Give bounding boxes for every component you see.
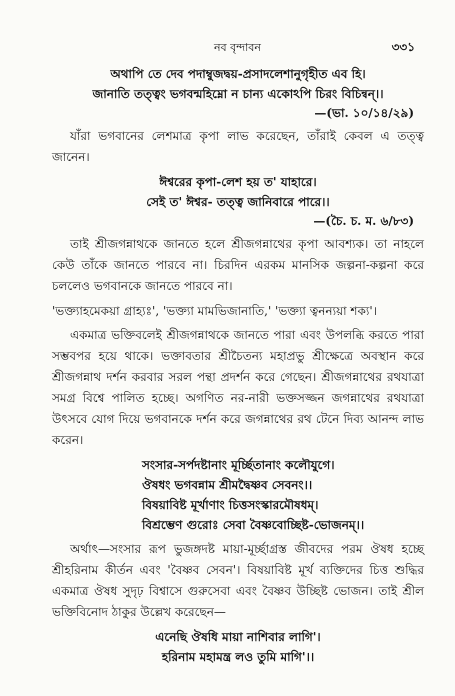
- verse2-line2: সেই ত' ঈশ্বর- তত্ত্ব জানিবারে পারে।।: [146, 195, 330, 209]
- paragraph-2: তাই শ্রীজগন্নাথকে জানতে হলে শ্রীজগন্নাথের কৃপা আবশ্যক। তা নাহলে কেউ তাঁকে জানতে পারবে না। চিরদিন এরকম মানসিক জল্পনা-কল্পনা করে চললেও ভগবানকে জানতে পারবে না।: [52, 237, 424, 293]
- page-body: [52, 64, 424, 667]
- verse1-line1: অথাপি তে দেব পদাম্বুজদ্বয়-প্রসাদলেশানুগৃহীত এব হি।: [110, 67, 366, 81]
- verse4-line1: এনেছি ঔষধি মায়া নাশিবার লাগি'।: [155, 630, 321, 644]
- quote-line: 'ভক্ত্যাহমেকয়া গ্রাহ্যঃ', 'ভক্ত্যা মামভিজানাতি,' 'ভক্ত্যা ত্বনন্যয়া শক্য'।: [52, 304, 377, 318]
- paragraph-3: একমাত্র ভক্তিবলেই শ্রীজগন্নাথকে জানতে পারা এবং উপলব্ধি করতে পারা সম্ভবপর হয়ে থাকে। ভক্তাবতার শ্রীচৈতন্য মহাপ্রভু শ্রীক্ষেত্রে অবস্থান করে শ্রীজগন্নাথ দর্শন করবার সরল পন্থা প্রদর্শন করে গেছেন। শ্রীজগন্নাথের রথযাত্রা সমগ্র বিশ্বে পালিত হচ্ছে। অগণিত নর-নারী ভক্তসজ্জন জগন্নাথের রথযাত্রা উৎসবে যোগ দিয়ে ভগবানকে দর্শন করে জগন্নাথের রথ টেনে দিব্য আনন্দ লাভ করেন।: [52, 328, 424, 447]
- verse2-citation: —(চৈ. চ. ম. ৬/৮৩): [313, 214, 414, 228]
- paragraph-4: অর্থাৎ—সংসার রূপ ভুজঙ্গদষ্ট মায়া-মূর্চ্ছাগ্রস্ত জীবদের পরম ঔষধ হচ্ছে শ্রীহরিনাম কীর্তন এবং 'বৈষ্ণব সেবন'। বিষয়াবিষ্ট মূর্খ ব্যক্তিদের চিত্ত শুদ্ধির একমাত্র ঔষধ সুদৃঢ় বিশ্বাসে গুরুসেবা এবং বৈষ্ণব উচ্ছিষ্ট ভোজন। তাই শ্রীল ভক্তিবিনোদ ঠাকুর উল্লেখ করেছেন—: [52, 542, 424, 619]
- verse3-line3: বিষয়াবিষ্ট মূর্খাণাং চিত্তসংস্কারমৌষধম্।: [142, 498, 319, 512]
- verse3-line2: ঔষধং ভগবন্নাম শ্রীমদ্বৈষ্ণব সেবনং।।: [142, 478, 313, 492]
- verse2-line1: ঈশ্বরের কৃপা-লেশ হয় ত' যাহারে।: [159, 175, 317, 189]
- page-number: ৩৩১: [391, 40, 415, 54]
- verse1-citation: —(ভা. ১০/১৪/২৯): [314, 106, 414, 120]
- verse1-line2: জানাতি তত্ত্বং ভগবন্মহিম্নো ন চান্য একোঽপি চিরং বিচিন্বন্।।: [92, 87, 384, 101]
- verse4-line2: হরিনাম মহামন্ত্র লও তুমি মাগি'।।: [161, 650, 315, 664]
- paragraph-1: যাঁরা ভগবানের লেশমাত্র কৃপা লাভ করেছেন, তাঁরাই কেবল এ তত্ত্ব জানেন।: [52, 129, 424, 164]
- verse3-block: [142, 455, 424, 535]
- running-title: নব বৃন্দাবন: [213, 40, 261, 54]
- verse3-line4: বিশ্রম্ভেণ গুরোঃ সেবা বৈষ্ণবোচ্ছিষ্ট-ভোজনম্।।: [142, 518, 365, 532]
- verse3-line1: সংসার-সর্পদষ্টানাং মূর্চ্ছিতানাং কলৌযুগে।: [142, 458, 335, 472]
- page-header: [60, 38, 415, 58]
